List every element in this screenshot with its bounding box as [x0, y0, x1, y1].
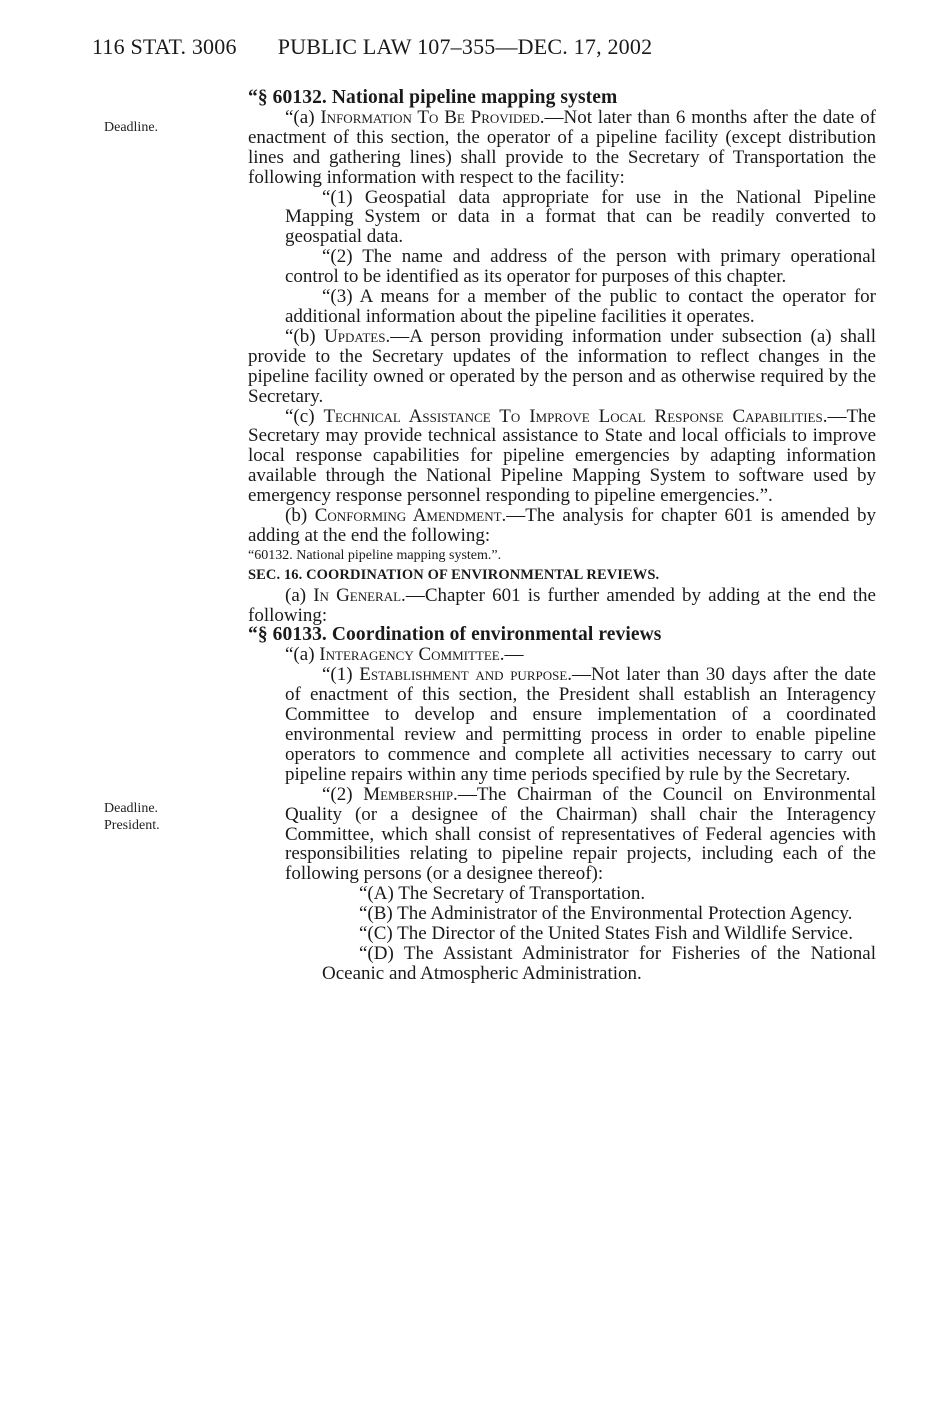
subsection-b [248, 327, 876, 407]
paragraph-1: “(1) Geospatial data appropriate for use in the National Pipeline Mapping System or data in a format that can be readily converted to geospatial data. [285, 186, 876, 248]
sec60133-p2-lead: “(2) [322, 783, 364, 805]
subsection-c [248, 407, 876, 507]
subsection-c-heading: Technical Assistance To Improve Local Response Capabilities. [323, 405, 828, 427]
conforming-amendment [248, 506, 876, 546]
document-body [248, 88, 876, 984]
running-header [92, 34, 652, 60]
subsection-a-text: —Not later than 6 months after the date of enactment of this section, the operator of a pipeline facility (except distribution lines and gathering lines) shall provide to the Secretary of Transportation the following information with respect to the facility: [248, 106, 876, 188]
subsection-b-text: —A person providing information under subsection (a) shall provide to the Secretary updates of the information to reflect changes in the pipeline facility owned or operated by the person and as otherwise required by the Secretary. [248, 325, 876, 407]
subsection-a-heading: Information To Be Provided. [320, 106, 545, 128]
sec16-subsection-a [248, 586, 876, 626]
section-heading-60133: “§ 60133. Coordination of environmental reviews [248, 624, 662, 646]
margin-note-deadline: Deadline. [104, 120, 159, 135]
margin-note-president-text: President. [104, 818, 160, 833]
table-of-sections-entry: “60132. National pipeline mapping system.”. [248, 547, 502, 563]
sec16-a-lead: (a) [285, 584, 314, 606]
section-heading-60132: “§ 60132. National pipeline mapping system [248, 87, 618, 108]
subsection-a [248, 108, 876, 188]
subsection-c-text: —The Secretary may provide technical assistance to State and local officials to improve local response capabilities for pipeline emergencies by adapting information available through the National Pipeline Mapping System to software used by emergency response personnel responding to pipeline emergencies.”. [248, 405, 876, 507]
sec16-a-text: —Chapter 601 is further amended by adding at the end the following: [248, 584, 876, 626]
sec60133-p1-heading: Establishment and purpose. [359, 664, 573, 686]
conforming-heading: Conforming Amendment. [314, 505, 507, 527]
sec60133-p2-heading: Membership. [363, 783, 458, 805]
subparagraph-B: “(B) The Administrator of the Environmental Protection Agency. [359, 903, 853, 925]
sec60133-a-dash: — [504, 644, 524, 666]
margin-note-deadline-2 [104, 800, 160, 834]
conforming-text: —The analysis for chapter 601 is amended by adding at the end the following: [248, 505, 876, 546]
subsection-b-heading: Updates. [324, 325, 391, 347]
sec60133-p1-lead: “(1) [322, 664, 360, 686]
sec60133-a-heading: Interagency Committee. [319, 644, 505, 666]
sec16-a-heading: In General. [313, 584, 406, 606]
paragraph-2: “(2) The name and address of the person with primary operational control to be identified as its operator for purposes of this chapter. [285, 246, 876, 288]
subparagraph-D: “(D) The Assistant Administrator for Fisheries of the National Oceanic and Atmospheric Administration. [322, 942, 876, 984]
stat-citation: 116 STAT. 3006 [92, 34, 237, 59]
paragraph-3: “(3) A means for a member of the public to contact the operator for additional information about the pipeline facilities it operates. [285, 286, 876, 327]
conforming-lead: (b) [285, 505, 315, 527]
subparagraph-C: “(C) The Director of the United States Fish and Wildlife Service. [359, 923, 853, 945]
sec60133-paragraph-2 [248, 785, 876, 885]
subsection-a-lead: “(a) [285, 106, 321, 128]
subparagraph-A: “(A) The Secretary of Transportation. [359, 883, 646, 905]
margin-note-deadline-text: Deadline. [104, 801, 159, 816]
sec60133-subsection-a [248, 645, 876, 665]
public-law-citation: PUBLIC LAW 107–355—DEC. 17, 2002 [277, 34, 653, 59]
sec60133-p2-text: —The Chairman of the Council on Environmental Quality (or a designee of the Chairman) shall chair the Interagency Committee, which shall consist of representatives of Federal agencies with responsibilities relating to pipeline repair projects, including each of the following persons (or a designee thereof): [285, 783, 876, 885]
subsection-c-lead: “(c) [285, 405, 324, 427]
section-16-title: SEC. 16. COORDINATION OF ENVIRONMENTAL REVIEWS. [248, 566, 660, 583]
sec60133-a-lead: “(a) [285, 644, 320, 666]
subsection-b-lead: “(b) [285, 325, 325, 347]
sec60133-paragraph-1 [248, 665, 876, 784]
sec60133-p1-text: —Not later than 30 days after the date of enactment of this section, the President shall establish an Interagency Committee to develop and ensure implementation of a coordinated environmental review and permitting process in order to enable pipeline operators to commence and complete all activities necessary to carry out pipeline repairs within any time periods specified by rule by the Secretary. [285, 664, 876, 785]
